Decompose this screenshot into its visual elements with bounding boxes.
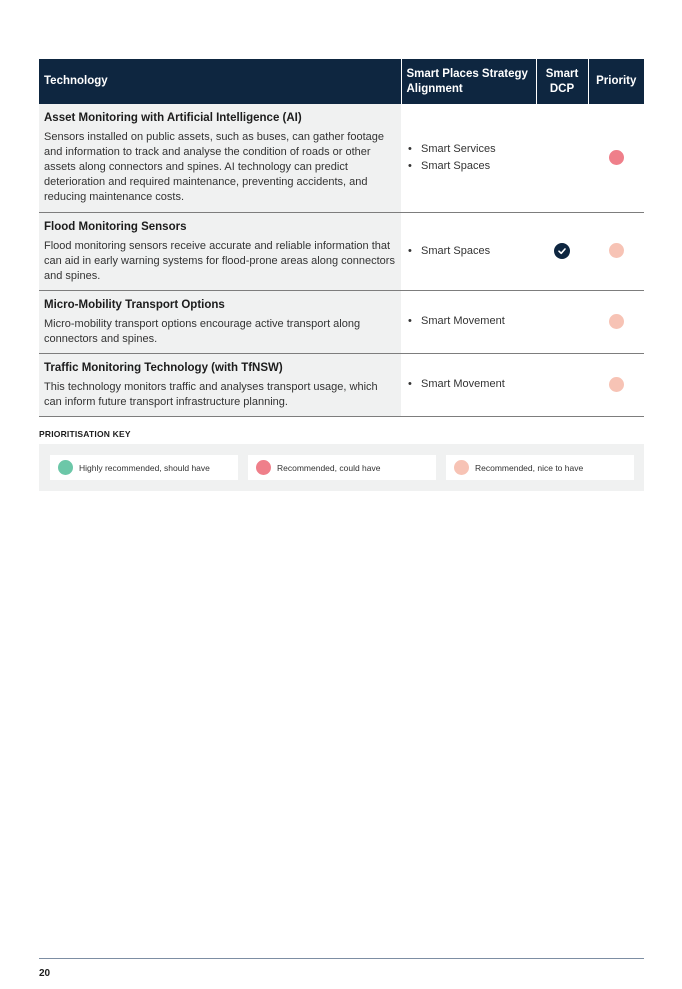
prioritisation-key (39, 444, 644, 491)
alignment-cell (401, 212, 536, 290)
table-row (39, 104, 644, 212)
key-label: Recommended, nice to have (475, 462, 584, 473)
footer-divider (39, 958, 644, 959)
alignment-item: • Smart Spaces (408, 243, 536, 260)
table-row (39, 212, 644, 290)
priority-cell (588, 353, 644, 416)
priority-high-dot (58, 460, 73, 475)
header-priority: Priority (588, 59, 644, 104)
key-item-high (50, 455, 238, 480)
technology-cell (39, 212, 401, 290)
technology-cell (39, 353, 401, 416)
technology-table (39, 59, 644, 417)
alignment-item: • Smart Movement (408, 313, 536, 330)
dcp-cell (536, 212, 588, 290)
priority-low-dot (454, 460, 469, 475)
alignment-list (408, 243, 536, 260)
alignment-item: • Smart Services (408, 141, 536, 158)
technology-title: Asset Monitoring with Artificial Intelligence (AI) (44, 112, 302, 125)
table-row (39, 290, 644, 353)
table-header-row (39, 59, 644, 104)
technology-description: This technology monitors traffic and analyses transport usage, which can inform future transport infrastructure planning. (44, 380, 378, 408)
technology-title: Traffic Monitoring Technology (with TfNSW) (44, 361, 283, 374)
priority-low-dot (609, 377, 624, 392)
dcp-cell (536, 353, 588, 416)
checkmark-icon (554, 243, 570, 259)
dcp-cell (536, 290, 588, 353)
priority-cell (588, 290, 644, 353)
technology-cell (39, 104, 401, 212)
technology-description: Sensors installed on public assets, such as buses, can gather footage and information to track and analyse the condition of roads or other assets along connectors and spines. AI technology can predict deterioration and required maintenance, preventing accidents, and reducing maintenance costs. (44, 131, 384, 204)
alignment-cell (401, 353, 536, 416)
table-row (39, 353, 644, 416)
page-number: 20 (39, 968, 51, 979)
alignment-list (408, 313, 536, 330)
key-label: Highly recommended, should have (79, 462, 210, 473)
prioritisation-key-title: PRIORITISATION KEY (39, 429, 131, 439)
alignment-cell (401, 104, 536, 212)
technology-title: Flood Monitoring Sensors (44, 220, 187, 233)
dcp-cell (536, 104, 588, 212)
priority-cell (588, 212, 644, 290)
alignment-list (408, 141, 536, 175)
header-technology: Technology (39, 59, 401, 104)
key-item-low (446, 455, 634, 480)
header-dcp: Smart DCP (536, 59, 588, 104)
priority-low-dot (609, 243, 624, 258)
technology-description: Flood monitoring sensors receive accurate and reliable information that can aid in early warning systems for flood-prone areas along connectors and spines. (44, 239, 395, 282)
key-item-medium (248, 455, 436, 480)
priority-medium-dot (609, 150, 624, 165)
priority-cell (588, 104, 644, 212)
technology-cell (39, 290, 401, 353)
alignment-item: • Smart Spaces (408, 158, 536, 175)
key-label: Recommended, could have (277, 462, 381, 473)
technology-title: Micro-Mobility Transport Options (44, 298, 225, 311)
alignment-item: • Smart Movement (408, 376, 536, 393)
priority-low-dot (609, 314, 624, 329)
priority-medium-dot (256, 460, 271, 475)
header-alignment: Smart Places Strategy Alignment (401, 59, 536, 104)
alignment-cell (401, 290, 536, 353)
alignment-list (408, 376, 536, 393)
technology-description: Micro-mobility transport options encourage active transport along connectors and spines. (44, 317, 361, 345)
